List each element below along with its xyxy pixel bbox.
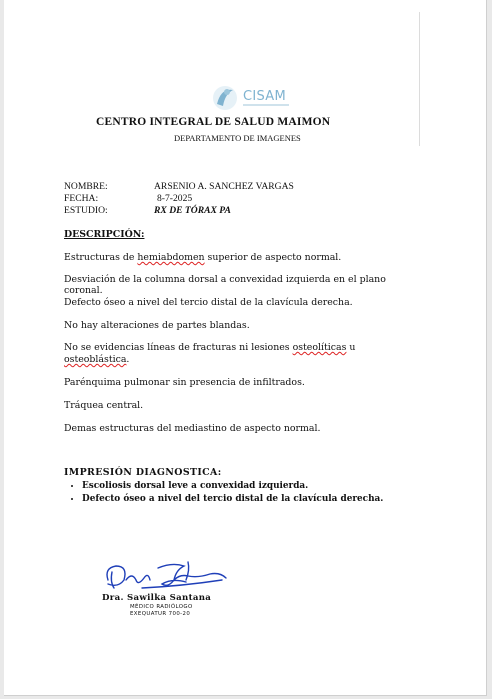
p4-text-c: u (346, 342, 356, 353)
impression-list (66, 480, 383, 506)
name-value: ARSENIO A. SANCHEZ VARGAS (154, 181, 294, 192)
description-paragraph-7: Demas estructuras del mediastino de aspecto normal. (64, 423, 321, 434)
p4-text-e: . (126, 354, 130, 365)
signature-exequatur: EXEQUATUR 700-20 (130, 611, 191, 617)
description-paragraph-6: Tráquea central. (64, 400, 144, 411)
study-label: ESTUDIO: (64, 205, 108, 216)
description-paragraph-1 (64, 252, 341, 264)
cisam-logo (207, 82, 287, 112)
name-label: NOMBRE: (64, 181, 108, 192)
date-label: FECHA: (64, 193, 99, 204)
document-page (4, 0, 487, 696)
logo-text: CISAM (243, 89, 287, 104)
description-paragraph-2-line-2: coronal. (64, 285, 103, 296)
description-paragraph-4-line-2 (64, 354, 129, 366)
p1-spellcheck-word: hemiabdomen (137, 252, 205, 263)
description-paragraph-2-line-3: Defecto óseo a nivel del tercio distal de la clavícula derecha. (64, 297, 353, 308)
logo-tagline-bar (243, 104, 289, 106)
description-paragraph-3: No hay alteraciones de partes blandas. (64, 320, 250, 331)
p1-text-c: superior de aspecto normal. (204, 252, 342, 263)
signature-name: Dra. Sawilka Santana (102, 593, 212, 603)
institution-title: CENTRO INTEGRAL DE SALUD MAIMON (96, 116, 331, 128)
description-heading: DESCRIPCIÓN: (64, 229, 145, 240)
impression-item: • Defecto óseo a nivel del tercio distal de la clavícula derecha. (82, 493, 383, 506)
signature-title: MÉDICO RADIÓLOGO (130, 604, 193, 610)
description-paragraph-4-line-1 (64, 342, 355, 354)
study-value: RX DE TÓRAX PA (154, 205, 231, 216)
margin-guide (419, 12, 420, 146)
p1-text-a: Estructuras de (64, 252, 138, 263)
date-value: 8-7-2025 (157, 193, 193, 204)
impression-item: • Escoliosis dorsal leve a convexidad izquierda. (82, 480, 383, 493)
logo-emblem-icon (207, 82, 243, 112)
department-title: DEPARTAMENTO DE IMAGENES (174, 133, 301, 143)
p4-text-a: No se evidencias líneas de fracturas ni lesiones (64, 342, 293, 353)
description-paragraph-2-line-1: Desviación de la columna dorsal a convexidad izquierda en el plano (64, 274, 386, 285)
impression-heading: IMPRESIÓN DIAGNOSTICA: (64, 467, 222, 478)
p4-spellcheck-word-1: osteolíticas (292, 342, 347, 353)
p4-spellcheck-word-2: osteoblástica (64, 354, 127, 365)
description-paragraph-5: Parénquima pulmonar sin presencia de infiltrados. (64, 377, 305, 388)
